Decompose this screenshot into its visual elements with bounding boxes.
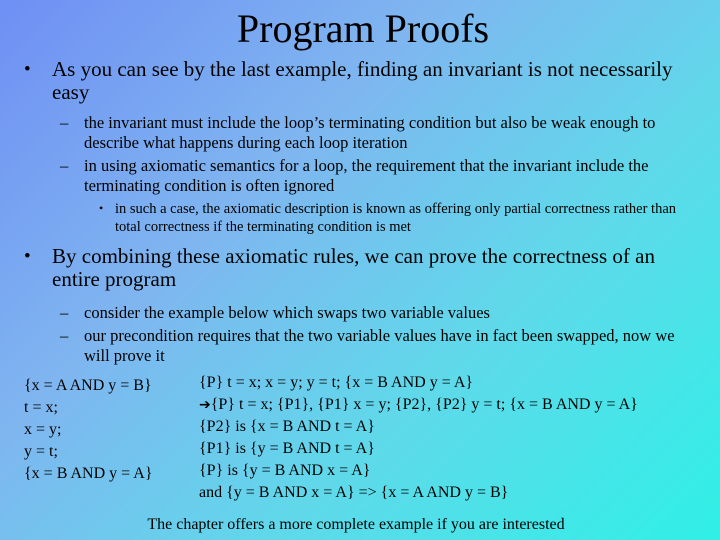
code-left-line: y = t; [24, 443, 58, 460]
arrow-icon: ➔ [199, 397, 211, 413]
bullet-2 [24, 244, 702, 291]
bullet-2-sub-1-text: consider the example below which swaps two variable values [84, 303, 490, 322]
bullet-1-sub-2 [60, 156, 704, 196]
bullet-1-text: As you can see by the last example, finding an invariant is not necessarily easy [52, 57, 673, 104]
bullet-1-sub-2-sub-1 [99, 200, 705, 236]
bullet-2-sub-2 [60, 326, 704, 366]
proof-line-6: and {y = B AND x = A} => {x = A AND y = B} [199, 484, 509, 501]
dash-marker: – [60, 156, 69, 175]
slide-title: Program Proofs [236, 6, 490, 51]
bullet-marker: • [24, 59, 31, 80]
code-block-right [199, 372, 638, 504]
bullet-list [0, 58, 720, 366]
bullet-marker: • [24, 246, 31, 267]
proof-line-4: {P1} is {y = B AND t = A} [199, 440, 375, 457]
code-left-line: {x = B AND y = A} [24, 465, 153, 482]
code-left-line: x = y; [24, 421, 62, 438]
bullet-1-sub-2-sub-1-text: in such a case, the axiomatic description is known as offering only partial correctness rather than total correctness if the terminating condition is met [115, 201, 677, 235]
bullet-1-sub-2-text: in using axiomatic semantics for a loop, the requirement that the invariant include the terminating condition is often ignored [84, 156, 649, 195]
bullet-2-text: By combining these axiomatic rules, we can prove the correctness of an entire program [52, 244, 655, 291]
bullet-2-sub-2-text: our precondition requires that the two variable values have in fact been swapped, now we will prove it [84, 326, 675, 365]
proof-line-3: {P2} is {x = B AND t = A} [199, 418, 375, 435]
footer-note: The chapter offers a more complete example if you are interested [147, 516, 565, 533]
bullet-1-sub-1 [60, 113, 704, 153]
code-left-line: t = x; [24, 399, 58, 416]
proof-line-5: {P} is {y = B AND x = A} [199, 462, 371, 479]
proof-line-1: {P} t = x; x = y; y = t; {x = B AND y = A} [199, 374, 474, 391]
code-block-left [24, 375, 153, 485]
code-left-line: {x = A AND y = B} [24, 377, 152, 394]
proof-line-2-text: {P} t = x; {P1}, {P1} x = y; {P2}, {P2} y = t; {x = B AND y = A} [210, 396, 638, 413]
dash-marker: – [60, 303, 69, 322]
dash-marker: – [60, 113, 69, 132]
bullet-1-sub-1-text: the invariant must include the loop’s terminating condition but also be weak enough to describe what happens during each loop iteration [84, 113, 656, 152]
dash-marker: – [60, 326, 69, 345]
bullet-2-sub-1 [60, 303, 704, 323]
proof-line-2 [199, 394, 638, 416]
bullet-marker: • [99, 201, 104, 215]
bullet-1 [24, 57, 702, 104]
